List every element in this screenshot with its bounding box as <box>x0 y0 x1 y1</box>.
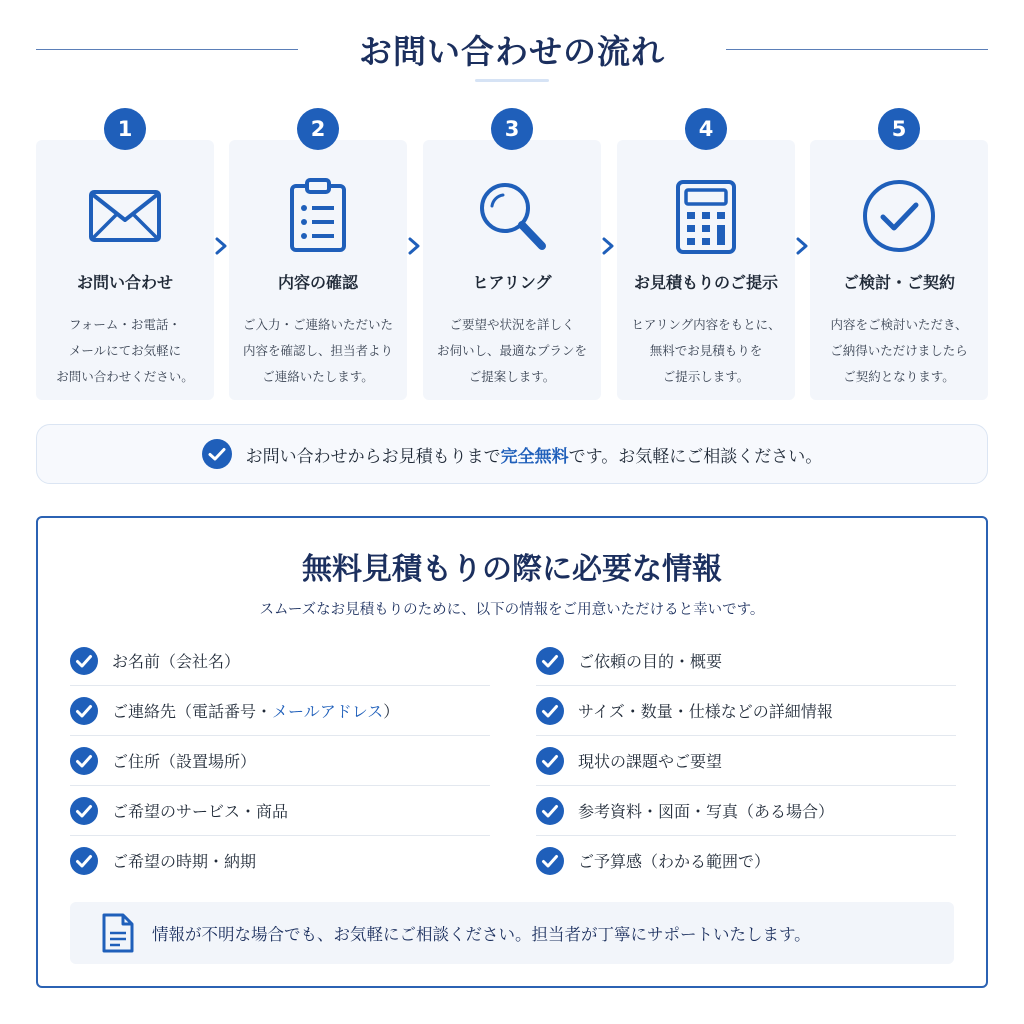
step-description: ご入力・ご連絡いただいた 内容を確認し、担当者より ご連絡いたします。 <box>242 317 393 384</box>
info-list-left <box>70 636 490 885</box>
panel-title: 無料見積もりの際に必要な情報 <box>302 552 722 587</box>
header-rule-right <box>726 49 988 50</box>
check-circle-icon <box>536 697 564 725</box>
check-circle-icon <box>70 697 98 725</box>
list-item: ご住所（設置場所） <box>70 736 490 786</box>
check-circle-icon <box>536 747 564 775</box>
check-circle-icon <box>536 847 564 875</box>
chevron-right-icon <box>214 236 228 256</box>
step-description: ヒアリング内容をもとに、 無料でお見積もりを ご提示します。 <box>631 317 781 384</box>
free-notice-banner <box>36 424 988 484</box>
list-item: 参考資料・図面・写真（ある場合） <box>536 786 956 836</box>
step-title: お見積もりのご提示 <box>633 273 778 292</box>
check-circle-icon <box>70 747 98 775</box>
step-5 <box>810 108 988 400</box>
step-title: 内容の確認 <box>277 273 358 292</box>
note-text: 情報が不明な場合でも、お気軽にご相談ください。担当者が丁寧にサポートいたします。 <box>152 925 811 944</box>
clipboard-icon <box>278 176 358 256</box>
step-2 <box>229 108 407 400</box>
list-item: ご依頼の目的・概要 <box>536 636 956 686</box>
magnifier-icon <box>472 176 552 256</box>
list-item: サイズ・数量・仕様などの詳細情報 <box>536 686 956 736</box>
chevron-right-icon <box>795 236 809 256</box>
check-circle-icon <box>202 439 232 469</box>
step-description: 内容をご検討いただき、 ご納得いただけましたら ご契約となります。 <box>830 317 968 384</box>
list-item: ご希望のサービス・商品 <box>70 786 490 836</box>
list-item: 現状の課題やご要望 <box>536 736 956 786</box>
step-title: お問い合わせ <box>76 273 173 292</box>
envelope-icon <box>85 176 165 256</box>
banner-highlight: 完全無料 <box>500 446 569 467</box>
panel-subtitle: スムーズなお見積もりのために、以下の情報をご用意いただけると幸いです。 <box>259 602 765 618</box>
help-note <box>70 902 954 964</box>
step-1 <box>36 108 214 400</box>
check-circle-icon <box>859 176 939 256</box>
chevron-right-icon <box>601 236 615 256</box>
list-item: ご連絡先（電話番号・メールアドレス） <box>70 686 490 736</box>
check-circle-icon <box>70 647 98 675</box>
step-number-badge: 1 <box>104 108 146 150</box>
document-icon <box>100 913 136 953</box>
list-item: お名前（会社名） <box>70 636 490 686</box>
check-circle-icon <box>536 647 564 675</box>
list-item: ご予算感（わかる範囲で） <box>536 836 956 885</box>
check-circle-icon <box>70 797 98 825</box>
page-title: お問い合わせの流れ <box>359 32 665 71</box>
required-info-panel <box>36 516 988 988</box>
step-number-badge: 5 <box>878 108 920 150</box>
step-number-badge: 3 <box>491 108 533 150</box>
section-header <box>36 26 988 76</box>
step-title: ご検討・ご契約 <box>842 273 955 292</box>
step-number-badge: 2 <box>297 108 339 150</box>
title-underline <box>475 79 549 82</box>
step-description: フォーム・お電話・ メールにてお気軽に お問い合わせください。 <box>56 317 194 384</box>
step-description: ご要望や状況を詳しく お伺いし、最適なプランを ご提案します。 <box>436 317 587 384</box>
info-list-right <box>536 636 956 885</box>
calculator-icon <box>666 176 746 256</box>
flow-steps <box>36 108 988 400</box>
check-circle-icon <box>536 797 564 825</box>
banner-text: お問い合わせからお見積もりまで完全無料です。お気軽にご相談ください。 <box>245 446 823 467</box>
step-4 <box>617 108 795 400</box>
list-item: ご希望の時期・納期 <box>70 836 490 885</box>
check-circle-icon <box>70 847 98 875</box>
chevron-right-icon <box>407 236 421 256</box>
step-title: ヒアリング <box>472 273 552 292</box>
step-3 <box>423 108 601 400</box>
step-number-badge: 4 <box>685 108 727 150</box>
